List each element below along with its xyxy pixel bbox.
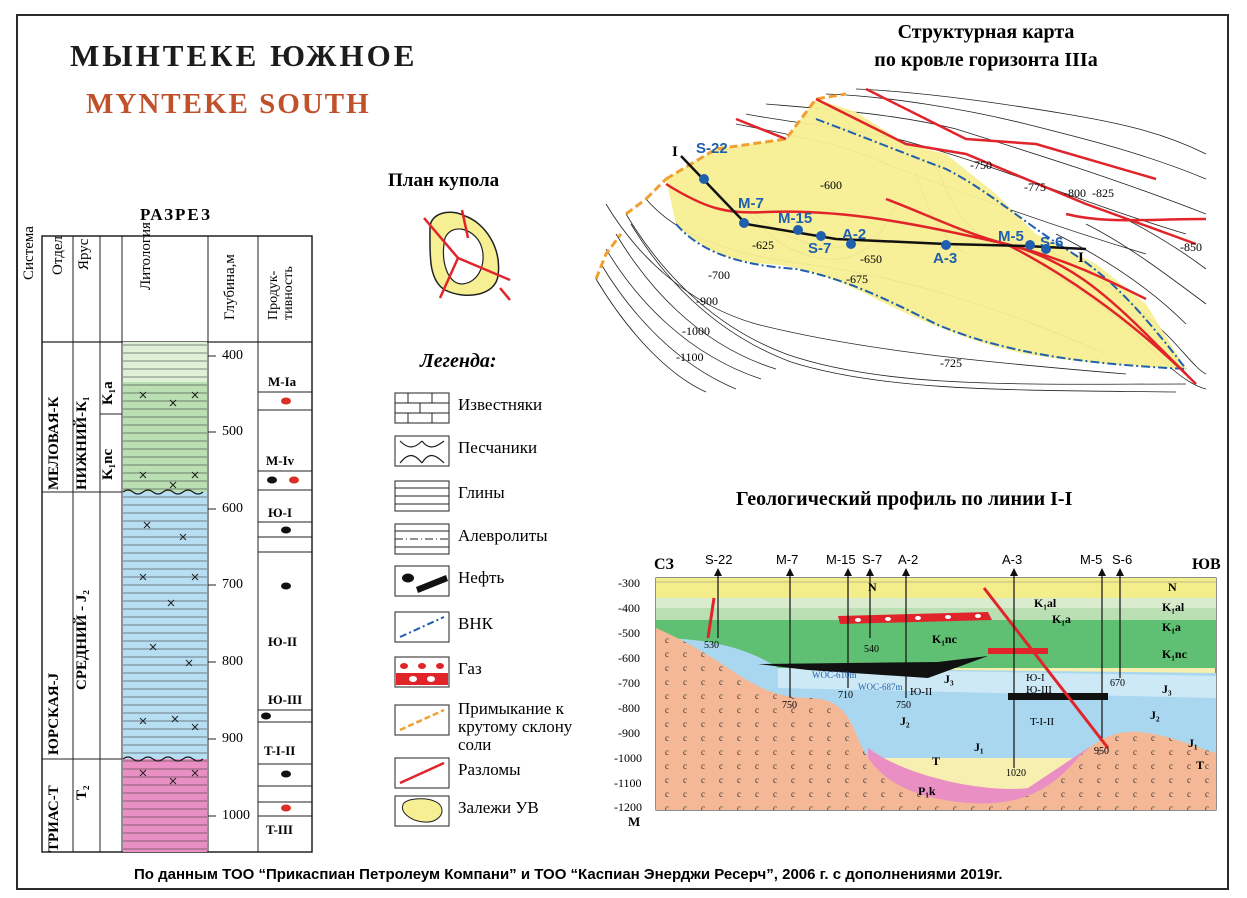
map-well-label: M-7 [738,195,764,212]
profile-depth-tick: -1100 [614,776,642,790]
legend-label: Залежи УВ [458,798,539,817]
limestone-swatch [394,392,450,424]
layer-label: K₁nc [932,632,957,646]
contour-label: -600 [820,178,842,192]
contour-label: -1100 [676,350,704,364]
profile-depth-tick: -1200 [614,800,642,814]
legend-sandstone [394,433,594,469]
horizon-label: Ю-I [268,505,293,520]
legend-label: Примыкание к крутому склону соли [458,699,573,754]
legend-siltstone [394,521,594,557]
depth-tick: 700 [222,577,243,592]
layer-label: K₁nc [1162,647,1187,661]
legend-salt-contact [394,698,594,752]
fault-swatch [394,757,450,789]
depth-tick: 500 [222,424,243,439]
well-depth: 750 [782,700,797,711]
stage-k1a: K₁a [100,381,116,405]
layer-label: N [868,580,877,594]
profile-well-label: M-15 [826,552,856,567]
map-title [836,18,1136,74]
horizon-label: T-III [266,822,293,837]
map-well-label: M-15 [778,210,813,227]
contour-label: -800 [1064,186,1086,200]
department-middle-j: СРЕДНИЙ - J₂ [74,590,90,690]
stage-k1nc: K₁nc [100,448,116,480]
layer-label: P₁k [918,784,936,798]
system-triassic: ТРИАС-Т [46,785,62,852]
legend-label: Глины [458,483,505,502]
horizon-label: Ю-II [268,634,298,649]
col-header-lithology: Литология [138,222,154,290]
legend-title: Легенда: [420,350,497,372]
legend-label: Песчаники [458,438,538,457]
legend-label: Нефть [458,568,505,587]
legend-label: Разломы [458,760,521,779]
profile-right-label: ЮВ [1192,556,1221,573]
layer-label: T [1196,758,1205,772]
horizon-label: Ю-III [268,692,303,707]
col-header-depth: Глубина,м [222,254,238,320]
well-depth: 1020 [1006,768,1026,779]
legend-label: Газ [458,659,482,678]
structure-map [586,84,1216,394]
map-well-label: A-3 [933,250,958,267]
system-jurassic: ЮРСКАЯ-J [46,672,62,755]
contour-label: -775 [1024,180,1046,194]
legend-label: ВНК [458,614,493,633]
profile-depth-tick: -900 [618,726,640,740]
profile-well-label: S-6 [1112,552,1133,567]
owc-swatch [394,611,450,643]
profile-title: Геологический профиль по линии I-I [736,488,1073,510]
contour-label: -825 [1092,186,1114,200]
depth-tick: 900 [222,731,243,746]
plan-title: План купола [388,170,500,191]
map-well-label: A-2 [842,226,867,243]
salt-contact-swatch [394,704,450,736]
system-cretaceous: МЕЛОВАЯ-К [46,396,62,490]
layer-label: T [932,754,941,768]
map-title-line2: по кровле горизонта IIIа [874,49,1098,71]
profile-depth-tick: -600 [618,651,640,665]
col-header-system: Система [21,226,37,280]
woc-label: WOC-687m [858,682,903,692]
profile-depth-tick: -700 [618,676,640,690]
siltstone-swatch [394,523,450,555]
layer-label: J₃ [944,672,954,686]
dome-plan [410,198,520,308]
profile-well-label: A-3 [1002,552,1023,567]
profile-depth-tick: -500 [618,626,640,640]
horizon-label: М-Ia [268,374,297,389]
horizon-label: T-I-II [264,743,296,758]
profile-horizon-label: Ю-I [1026,672,1045,684]
department-lower-k: НИЖНИЙ-К₁ [74,396,90,490]
contour-label: -700 [708,268,730,282]
profile-depth-tick: -300 [618,576,640,590]
legend-label: Известняки [458,395,543,414]
profile-depth-tick: -800 [618,701,640,715]
horizon-label: М-Iv [266,453,295,468]
layer-label: N [1168,580,1177,594]
layer-label: J₃ [1162,682,1172,696]
map-well-label: S-6 [1040,234,1064,251]
contour-label: -625 [752,238,774,252]
contour-label: -750 [970,158,992,172]
contour-label: -675 [846,272,868,286]
legend-clay [394,478,594,514]
profile-horizon-label: Ю-II [910,686,933,698]
col-header-productivity: Продук-тивность [266,266,296,320]
layer-label: K₁al [1162,600,1185,614]
contour-label: -1000 [682,324,710,338]
legend-hc-deposits [394,793,594,829]
contour-label: -900 [696,294,718,308]
legend-faults [394,755,594,791]
section-title: РАЗРЕЗ [140,205,212,224]
well-depth: 670 [1110,678,1125,689]
contour-label: -850 [1180,240,1202,254]
legend-gas [394,654,594,690]
layer-label: J₁ [1188,736,1198,750]
map-well-label: S-22 [696,140,728,157]
well-depth: 530 [704,640,719,651]
profile-horizon-label: T-I-II [1030,716,1055,728]
well-depth: 710 [838,690,853,701]
profile-well-label: M-7 [776,552,799,567]
profile-depth-tick: -1000 [614,751,642,765]
profile-well-label: S-7 [862,552,883,567]
legend-owc [394,609,594,645]
title-ru: МЫНТЕКЕ ЮЖНОЕ [70,38,418,73]
depth-tick: 400 [222,348,243,363]
map-line-label-end: I [1078,250,1084,266]
gas-swatch [394,656,450,688]
woc-label: WOC-610m [812,670,857,680]
contour-label: -650 [860,252,882,266]
col-header-stage: Ярус [76,238,92,270]
layer-label: K₁a [1162,620,1181,634]
layer-label: J₂ [1150,708,1160,722]
layer-label: K₁a [1052,612,1071,626]
deposit-swatch [394,795,450,827]
well-depth: 540 [864,644,879,655]
well-depth: 750 [896,700,911,711]
layer-label: J₁ [974,740,984,754]
profile-well-label: M-5 [1080,552,1103,567]
profile-well-label: S-22 [705,552,733,567]
col-header-department: Отдел [50,236,66,275]
map-well-label: S-7 [808,240,832,257]
depth-tick: 800 [222,654,243,669]
map-line-label-start: I [672,144,678,160]
title-en: MYNTEKE SOUTH [86,88,371,120]
layer-label: J₂ [900,714,910,728]
source-footer: По данным ТОО “Прикаспиан Петролеум Компани” и ТОО “Каспиан Энерджи Ресерч”, 2006 г. с дополнениями 2019г. [134,866,1003,883]
well-depth: 950 [1094,746,1109,757]
map-well-label: M-5 [998,228,1024,245]
profile-unit-label: М [628,814,641,829]
clay-swatch [394,480,450,512]
department-t2: T₂ [74,785,90,800]
legend-oil [394,563,594,599]
legend-label: Алевролиты [458,526,548,545]
legend-limestone [394,390,594,426]
profile-left-label: СЗ [654,556,674,573]
oil-swatch [394,565,450,597]
layer-label: K₁al [1034,596,1057,610]
depth-tick: 600 [222,501,243,516]
profile-horizon-label: Ю-III [1026,684,1052,696]
profile-well-label: A-2 [898,552,919,567]
map-title-line1: Структурная карта [897,21,1075,43]
profile-depth-tick: -400 [618,601,640,615]
contour-label: -725 [940,356,962,370]
sandstone-swatch [394,435,450,467]
depth-tick: 1000 [222,808,250,823]
